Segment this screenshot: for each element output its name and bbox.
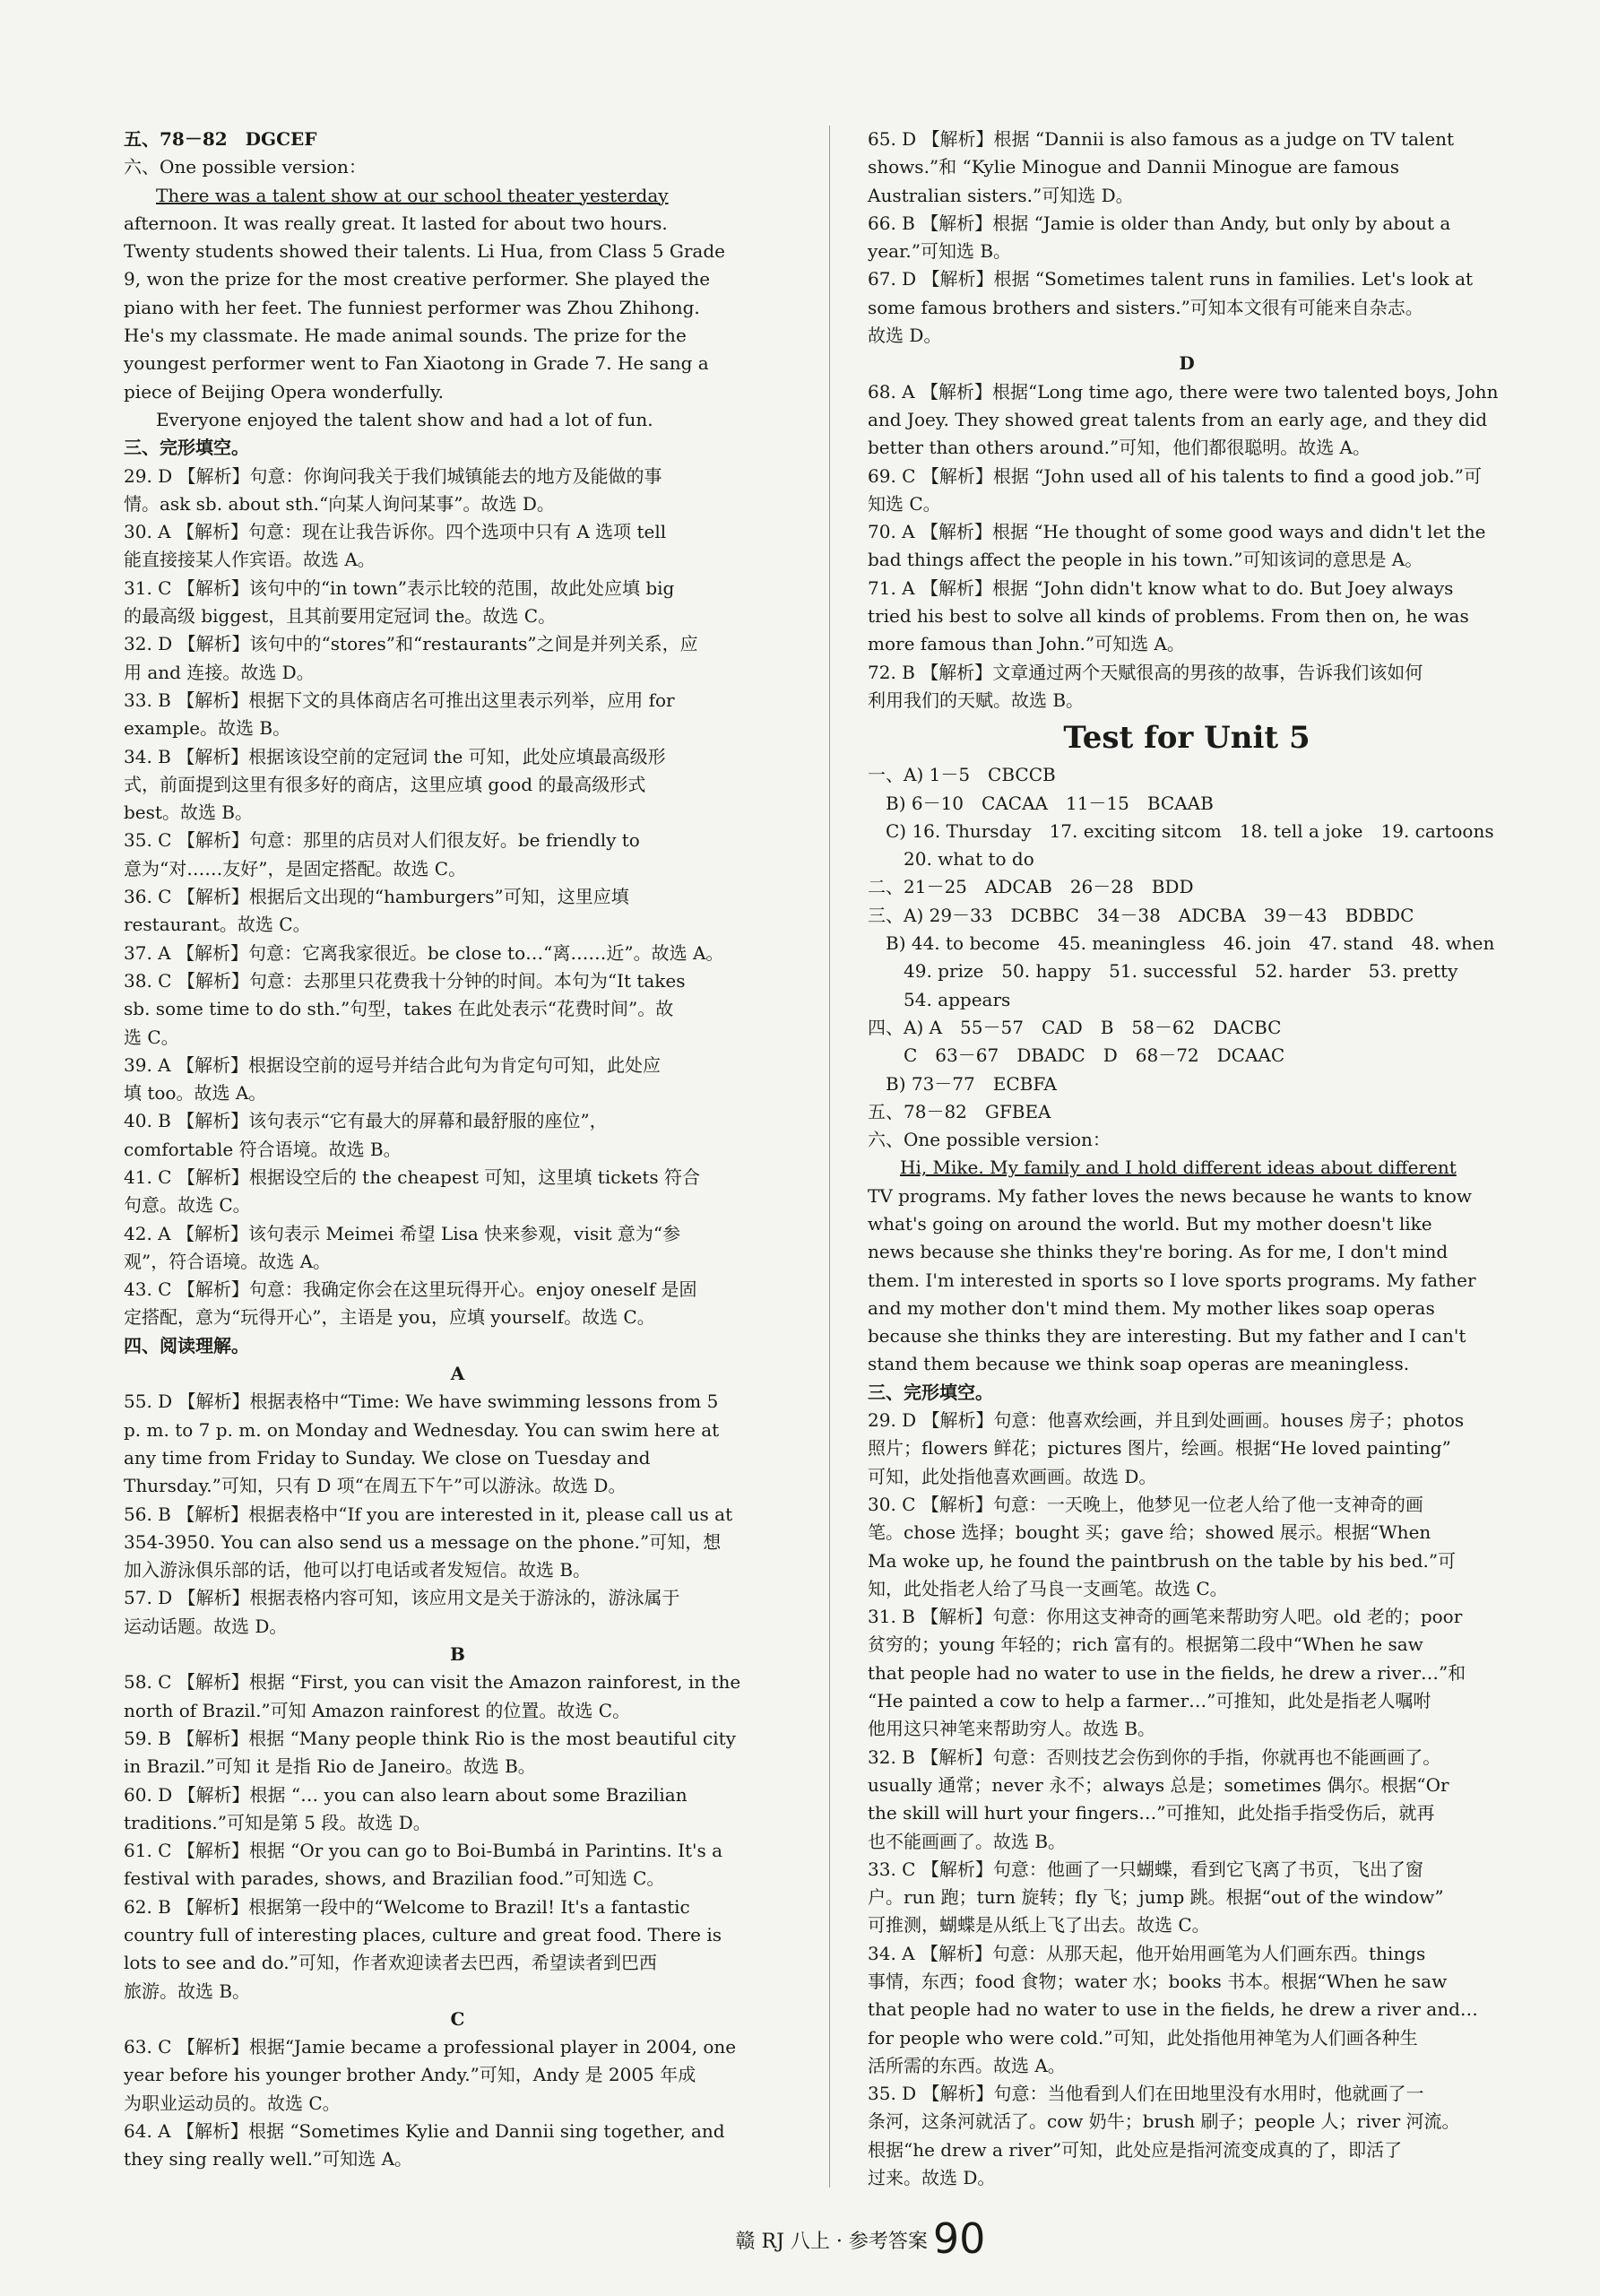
text-line: that people had no water to use in the fields, he drew a river and… (868, 1998, 1478, 2021)
text-line: 40. B 【解析】该句表示“它有最大的屏幕和最舒服的座位”， (124, 1110, 608, 1132)
text-line: 五、78－82 GFBEA (868, 1100, 1051, 1122)
text-line: 32. B 【解析】句意：否则技艺会伤到你的手指，你就再也不能画画了。 (868, 1746, 1441, 1768)
text-line: 故选 D。 (868, 325, 942, 347)
text-line: 9, won the prize for the most creative performer. She played the (124, 268, 711, 290)
text-line: 三、完形填空。 (124, 437, 249, 459)
text-line: and my mother don't mind them. My mother likes soap operas (868, 1296, 1435, 1319)
text-line: them. I'm interested in sports so I love sports programs. My father (868, 1269, 1476, 1291)
text-line: 34. B 【解析】根据该设空前的定冠词 the 可知，此处应填最高级形 (124, 745, 666, 767)
text-line: C) 16. Thursday 17. exciting sitcom 18. tell a joke 19. cartoons (868, 819, 1494, 842)
text-line: TV programs. My father loves the news because he wants to know (868, 1184, 1473, 1207)
text-line: example。故选 B。 (124, 717, 291, 740)
text-line: 能直接接某人作宾语。故选 A。 (124, 549, 376, 571)
text-line: p. m. to 7 p. m. on Monday and Wednesday. You can swim here at (124, 1418, 720, 1441)
text-line: 35. D 【解析】句意：当他看到人们在田地里没有水用时，他就画了一 (868, 2083, 1424, 2105)
text-line: 54. appears (868, 988, 1011, 1010)
text-line: 57. D 【解析】根据表格内容可知，该应用文是关于游泳的，游泳属于 (124, 1587, 680, 1609)
text-line: 笔。chose 选择；bought 买；gave 给；showed 展示。根据“When (868, 1521, 1431, 1544)
text-line: 户。run 跑；turn 旋转；fly 飞；jump 跳。根据“out of the window” (868, 1886, 1444, 1909)
text-line: 64. A 【解析】根据 “Sometimes Kylie and Dannii sing together, and (124, 2120, 725, 2143)
text-line: 49. prize 50. happy 51. successful 52. harder 53. pretty (868, 960, 1458, 983)
text-line: more famous than John.”可知选 A。 (868, 633, 1185, 655)
text-line: 31. C 【解析】该句中的“in town”表示比较的范围，故此处应填 big (124, 576, 675, 599)
text-line: year before his younger brother Andy.”可知，Andy 是 2005 年成 (124, 2064, 696, 2086)
text-line: 68. A 【解析】根据“Long time ago, there were two talented boys, John (868, 380, 1499, 403)
text-line: 67. D 【解析】根据 “Sometimes talent runs in families. Let's look at (868, 268, 1474, 290)
text-line: 运动话题。故选 D。 (124, 1615, 288, 1637)
text-line: C (450, 2007, 465, 2030)
text-line: they sing really well.”可知选 A。 (124, 2148, 413, 2170)
text-line: 33. B 【解析】根据下文的具体商店名可推出这里表示列举，应用 for (124, 689, 675, 711)
text-line: 五、78－82 DGCEF (124, 128, 317, 150)
text-line: 42. A 【解析】该句表示 Meimei 希望 Lisa 快来参观，visit 意为“参 (124, 1222, 681, 1244)
text-line: Australian sisters.”可知选 D。 (868, 184, 1134, 206)
text-line: 20. what to do (868, 848, 1034, 871)
text-line: 30. A 【解析】句意：现在让我告诉你。四个选项中只有 A 选项 tell (124, 521, 667, 543)
text-line: sb. some time to do sth.”句型，takes 在此处表示“花费时间”。故 (124, 998, 674, 1020)
text-line: best。故选 B。 (124, 801, 253, 824)
text-line: shows.”和 “Kylie Minogue and Dannii Minogue are famous (868, 156, 1400, 178)
text-line: B) 44. to become 45. meaningless 46. join 47. stand 48. when (868, 932, 1495, 955)
text-line: stand them because we think soap operas are meaningless. (868, 1353, 1410, 1375)
text-line: He's my classmate. He made animal sounds. The prize for the (124, 325, 687, 347)
right-bottom-section (868, 761, 1506, 2192)
text-line: 29. D 【解析】句意：他喜欢绘画，并且到处画画。houses 房子；photos (868, 1409, 1465, 1432)
text-line: better than others around.”可知，他们都很聪明。故选 A。 (868, 437, 1371, 459)
text-line: for people who were cold.”可知，此处指他用神笔为人们画各种生 (868, 2026, 1418, 2049)
text-line: 56. B 【解析】根据表格中“If you are interested in it, please call us at (124, 1503, 733, 1525)
text-line: 式，前面提到这里有很多好的商店，这里应填 good 的最高级形式 (124, 773, 646, 795)
text-line: Thursday.”可知，只有 D 项“在周五下午”可以游泳。故选 D。 (124, 1475, 627, 1497)
text-line: 39. A 【解析】根据设空前的逗号并结合此句为肯定句可知，此处应 (124, 1053, 661, 1076)
text-line: 可知，此处指他喜欢画画。故选 D。 (868, 1465, 1157, 1487)
text-line: traditions.”可知是第 5 段。故选 D。 (124, 1811, 431, 1833)
text-line: 43. C 【解析】句意：我确定你会在这里玩得开心。enjoy oneself 是固 (124, 1278, 697, 1301)
text-line: 六、One possible version： (868, 1129, 1111, 1151)
text-line: 70. A 【解析】根据 “He thought of some good ways and didn't let the (868, 521, 1486, 543)
text-line: that people had no water to use in the fields, he drew a river…”和 (868, 1661, 1466, 1684)
text-line: 354-3950. You can also send us a message on the phone.”可知，想 (124, 1530, 722, 1553)
text-line: any time from Friday to Sunday. We close on Tuesday and (124, 1446, 651, 1469)
text-line: 65. D 【解析】根据 “Dannii is also famous as a judge on TV talent (868, 128, 1455, 150)
page-number: 90 (932, 2214, 986, 2263)
text-line: 三、A) 29－33 DCBBC 34－38 ADCBA 39－43 BDBDC (868, 904, 1414, 926)
text-line: 六、One possible version： (124, 156, 367, 178)
text-line: 35. C 【解析】句意：那里的店员对人们很友好。be friendly to (124, 829, 640, 852)
text-line: 33. C 【解析】句意：他画了一只蝴蝶，看到它飞离了书页，飞出了窗 (868, 1858, 1423, 1880)
text-line: 可推测，蝴蝶是从纸上飞了出去。故选 C。 (868, 1914, 1210, 1936)
unit-title: Test for Unit 5 (1063, 720, 1310, 757)
text-line: 四、A) A 55－57 CAD B 58－62 DACBC (868, 1016, 1282, 1038)
text-line: C 63－67 DBADC D 68－72 DCAAC (868, 1044, 1285, 1067)
text-line: 71. A 【解析】根据 “John didn't know what to do. But Joey always (868, 576, 1454, 599)
text-line: some famous brothers and sisters.”可知本文很有可能来自杂志。 (868, 296, 1423, 318)
text-line: Everyone enjoyed the talent show and had a lot of fun. (156, 408, 653, 430)
text-line: the skill will hurt your fingers…”可推知，此处指手指受伤后，就再 (868, 1802, 1435, 1824)
text-line: Ma woke up, he found the paintbrush on the table by his bed.”可 (868, 1549, 1457, 1572)
text-line: what's going on around the world. But my mother doesn't like (868, 1212, 1432, 1235)
text-line: bad things affect the people in his town.”可知该词的意思是 A。 (868, 549, 1423, 571)
text-line: 30. C 【解析】句意：一天晚上，他梦见一位老人给了他一支神奇的画 (868, 1493, 1423, 1515)
text-line: 62. B 【解析】根据第一段中的“Welcome to Brazil! It's a fantastic (124, 1895, 690, 1918)
text-line: 知，此处指老人给了马良一支画笔。故选 C。 (868, 1577, 1228, 1599)
text-line: 四、阅读理解。 (124, 1334, 249, 1356)
text-line: Twenty students showed their talents. Li Hua, from Class 5 Grade (124, 240, 725, 263)
text-line: 选 C。 (124, 1026, 179, 1048)
text-line: 他用这只神笔来帮助穷人。故选 B。 (868, 1718, 1156, 1740)
text-line: Hi, Mike. My family and I hold different ideas about different (900, 1157, 1457, 1179)
text-line: 利用我们的天赋。故选 B。 (868, 689, 1085, 711)
text-line: 活所需的东西。故选 A。 (868, 2054, 1066, 2076)
text-line: 加入游泳俱乐部的话，他可以打电话或者发短信。故选 B。 (124, 1559, 592, 1581)
text-line: north of Brazil.”可知 Amazon rainforest 的位置。故选 C。 (124, 1699, 631, 1721)
text-line: usually 通常；never 永不；always 总是；sometimes 偶尔。根据“Or (868, 1773, 1449, 1796)
text-line: 32. D 【解析】该句中的“stores”和“restaurants”之间是并列关系，应 (124, 633, 698, 655)
text-line: 情。ask sb. about sth.“向某人询问某事”。故选 D。 (124, 492, 555, 515)
text-line: 知选 C。 (868, 492, 941, 515)
text-line: 也不能画画了。故选 B。 (868, 1830, 1067, 1852)
text-line: 过来。故选 D。 (868, 2167, 996, 2189)
text-line: 29. D 【解析】句意：你询问我关于我们城镇能去的地方及能做的事 (124, 464, 662, 487)
text-line: 69. C 【解析】根据 “John used all of his talents to find a good job.”可 (868, 464, 1482, 487)
text-line: 句意。故选 C。 (124, 1194, 251, 1217)
text-line: 36. C 【解析】根据后文出现的“hamburgers”可知，这里应填 (124, 886, 629, 908)
text-line: festival with parades, shows, and Brazilian food.”可知选 C。 (124, 1867, 665, 1890)
text-line: 58. C 【解析】根据 “First, you can visit the Amazon rainforest, in the (124, 1671, 741, 1694)
text-line: 条河，这条河就活了。cow 奶牛；brush 刷子；people 人；river 河流。 (868, 2110, 1460, 2133)
text-line: year.”可知选 B。 (868, 240, 1012, 263)
text-line: A (450, 1363, 465, 1385)
text-line: 37. A 【解析】句意：它离我家很近。be close to…“离……近”。故选 A。 (124, 941, 724, 964)
text-line: news because she thinks they're boring. As for me, I don't mind (868, 1241, 1449, 1263)
text-line: 41. C 【解析】根据设空后的 the cheapest 可知，这里填 tickets 符合 (124, 1165, 701, 1188)
footer-label: 赣 RJ 八上 · 参考答案 (735, 2231, 928, 2253)
text-line: 59. B 【解析】根据 “Many people think Rio is the most beautiful city (124, 1727, 736, 1749)
page-footer (663, 2214, 1058, 2263)
right-top-section (868, 126, 1506, 715)
column-divider (829, 126, 830, 2188)
text-line: country full of interesting places, culture and great food. There is (124, 1924, 722, 1945)
text-line: 意为“对……友好”，是固定搭配。故选 C。 (124, 857, 467, 879)
text-line: 定搭配，意为“玩得开心”，主语是 you，应填 yourself。故选 C。 (124, 1306, 655, 1329)
text-line: 66. B 【解析】根据 “Jamie is older than Andy, but only by about a (868, 212, 1451, 234)
text-line: 31. B 【解析】句意：你用这支神奇的画笔来帮助穷人吧。old 老的；poor (868, 1606, 1463, 1628)
text-line: 照片；flowers 鲜花；pictures 图片，绘画。根据“He loved painting” (868, 1437, 1451, 1460)
text-line: 的最高级 biggest，且其前要用定冠词 the。故选 C。 (124, 605, 557, 628)
right-column (868, 126, 1506, 2192)
text-line: 60. D 【解析】根据 “… you can also learn about some Brazilian (124, 1783, 688, 1806)
text-line: piece of Beijing Opera wonderfully. (124, 380, 444, 403)
text-line: 观”，符合语境。故选 A。 (124, 1250, 332, 1272)
text-line: 填 too。故选 A。 (124, 1082, 267, 1105)
text-line: because she thinks they are interesting. But my father and I can't (868, 1325, 1466, 1347)
text-line: 旅游。故选 B。 (124, 1980, 251, 2002)
text-line: B (450, 1643, 465, 1666)
text-line: tried his best to solve all kinds of problems. From then on, he was (868, 605, 1469, 628)
text-line: 一、A) 1－5 CBCCB (868, 764, 1056, 786)
text-line: 38. C 【解析】句意：去那里只花费我十分钟的时间。本句为“It takes (124, 969, 686, 992)
text-line: 三、完形填空。 (868, 1381, 993, 1403)
text-line: B) 6－10 CACAA 11－15 BCAAB (868, 792, 1214, 814)
text-line: “He painted a cow to help a farmer…”可推知，此处是指老人嘱咐 (868, 1690, 1431, 1712)
text-line: youngest performer went to Fan Xiaotong in Grade 7. He sang a (124, 352, 709, 375)
text-line: piano with her feet. The funniest performer was Zhou Zhihong. (124, 296, 700, 318)
text-line: restaurant。故选 C。 (124, 914, 311, 936)
text-line: 根据“he drew a river”可知，此处应是指河流变成真的了，即活了 (868, 2138, 1403, 2161)
text-line: 二、21－25 ADCAB 26－28 BDD (868, 876, 1194, 898)
text-line: B) 73－77 ECBFA (868, 1072, 1057, 1095)
text-line: 63. C 【解析】根据“Jamie became a professional player in 2004, one (124, 2036, 737, 2058)
text-line: There was a talent show at our school theater yesterday (156, 184, 669, 206)
text-line: and Joey. They showed great talents from an early age, and they did (868, 408, 1487, 430)
text-line: 事情，东西；food 食物；water 水；books 书本。根据“When he saw (868, 1971, 1448, 1992)
text-line: 用 and 连接。故选 D。 (124, 661, 315, 683)
text-line: 55. D 【解析】根据表格中“Time: We have swimming lessons from 5 (124, 1391, 719, 1413)
text-line: 72. B 【解析】文章通过两个天赋很高的男孩的故事，告诉我们该如何 (868, 661, 1423, 683)
text-line: 34. A 【解析】句意：从那天起，他开始用画笔为人们画东西。things (868, 1942, 1426, 1964)
text-line: lots to see and do.”可知，作者欢迎读者去巴西，希望读者到巴西 (124, 1952, 657, 1974)
text-line: afternoon. It was really great. It lasted for about two hours. (124, 212, 668, 234)
text-line: D (1179, 352, 1195, 375)
text-line: 贫穷的；young 年轻的；rich 富有的。根据第二段中“When he saw (868, 1633, 1423, 1656)
text-line: 为职业运动员的。故选 C。 (124, 2092, 341, 2114)
text-line: in Brazil.”可知 it 是指 Rio de Janeiro。故选 B。 (124, 1755, 536, 1778)
text-line: 61. C 【解析】根据 “Or you can go to Boi-Bumbá in Parintins. It's a (124, 1840, 723, 1862)
left-column (124, 126, 791, 2174)
text-line: comfortable 符合语境。故选 B。 (124, 1138, 402, 1160)
